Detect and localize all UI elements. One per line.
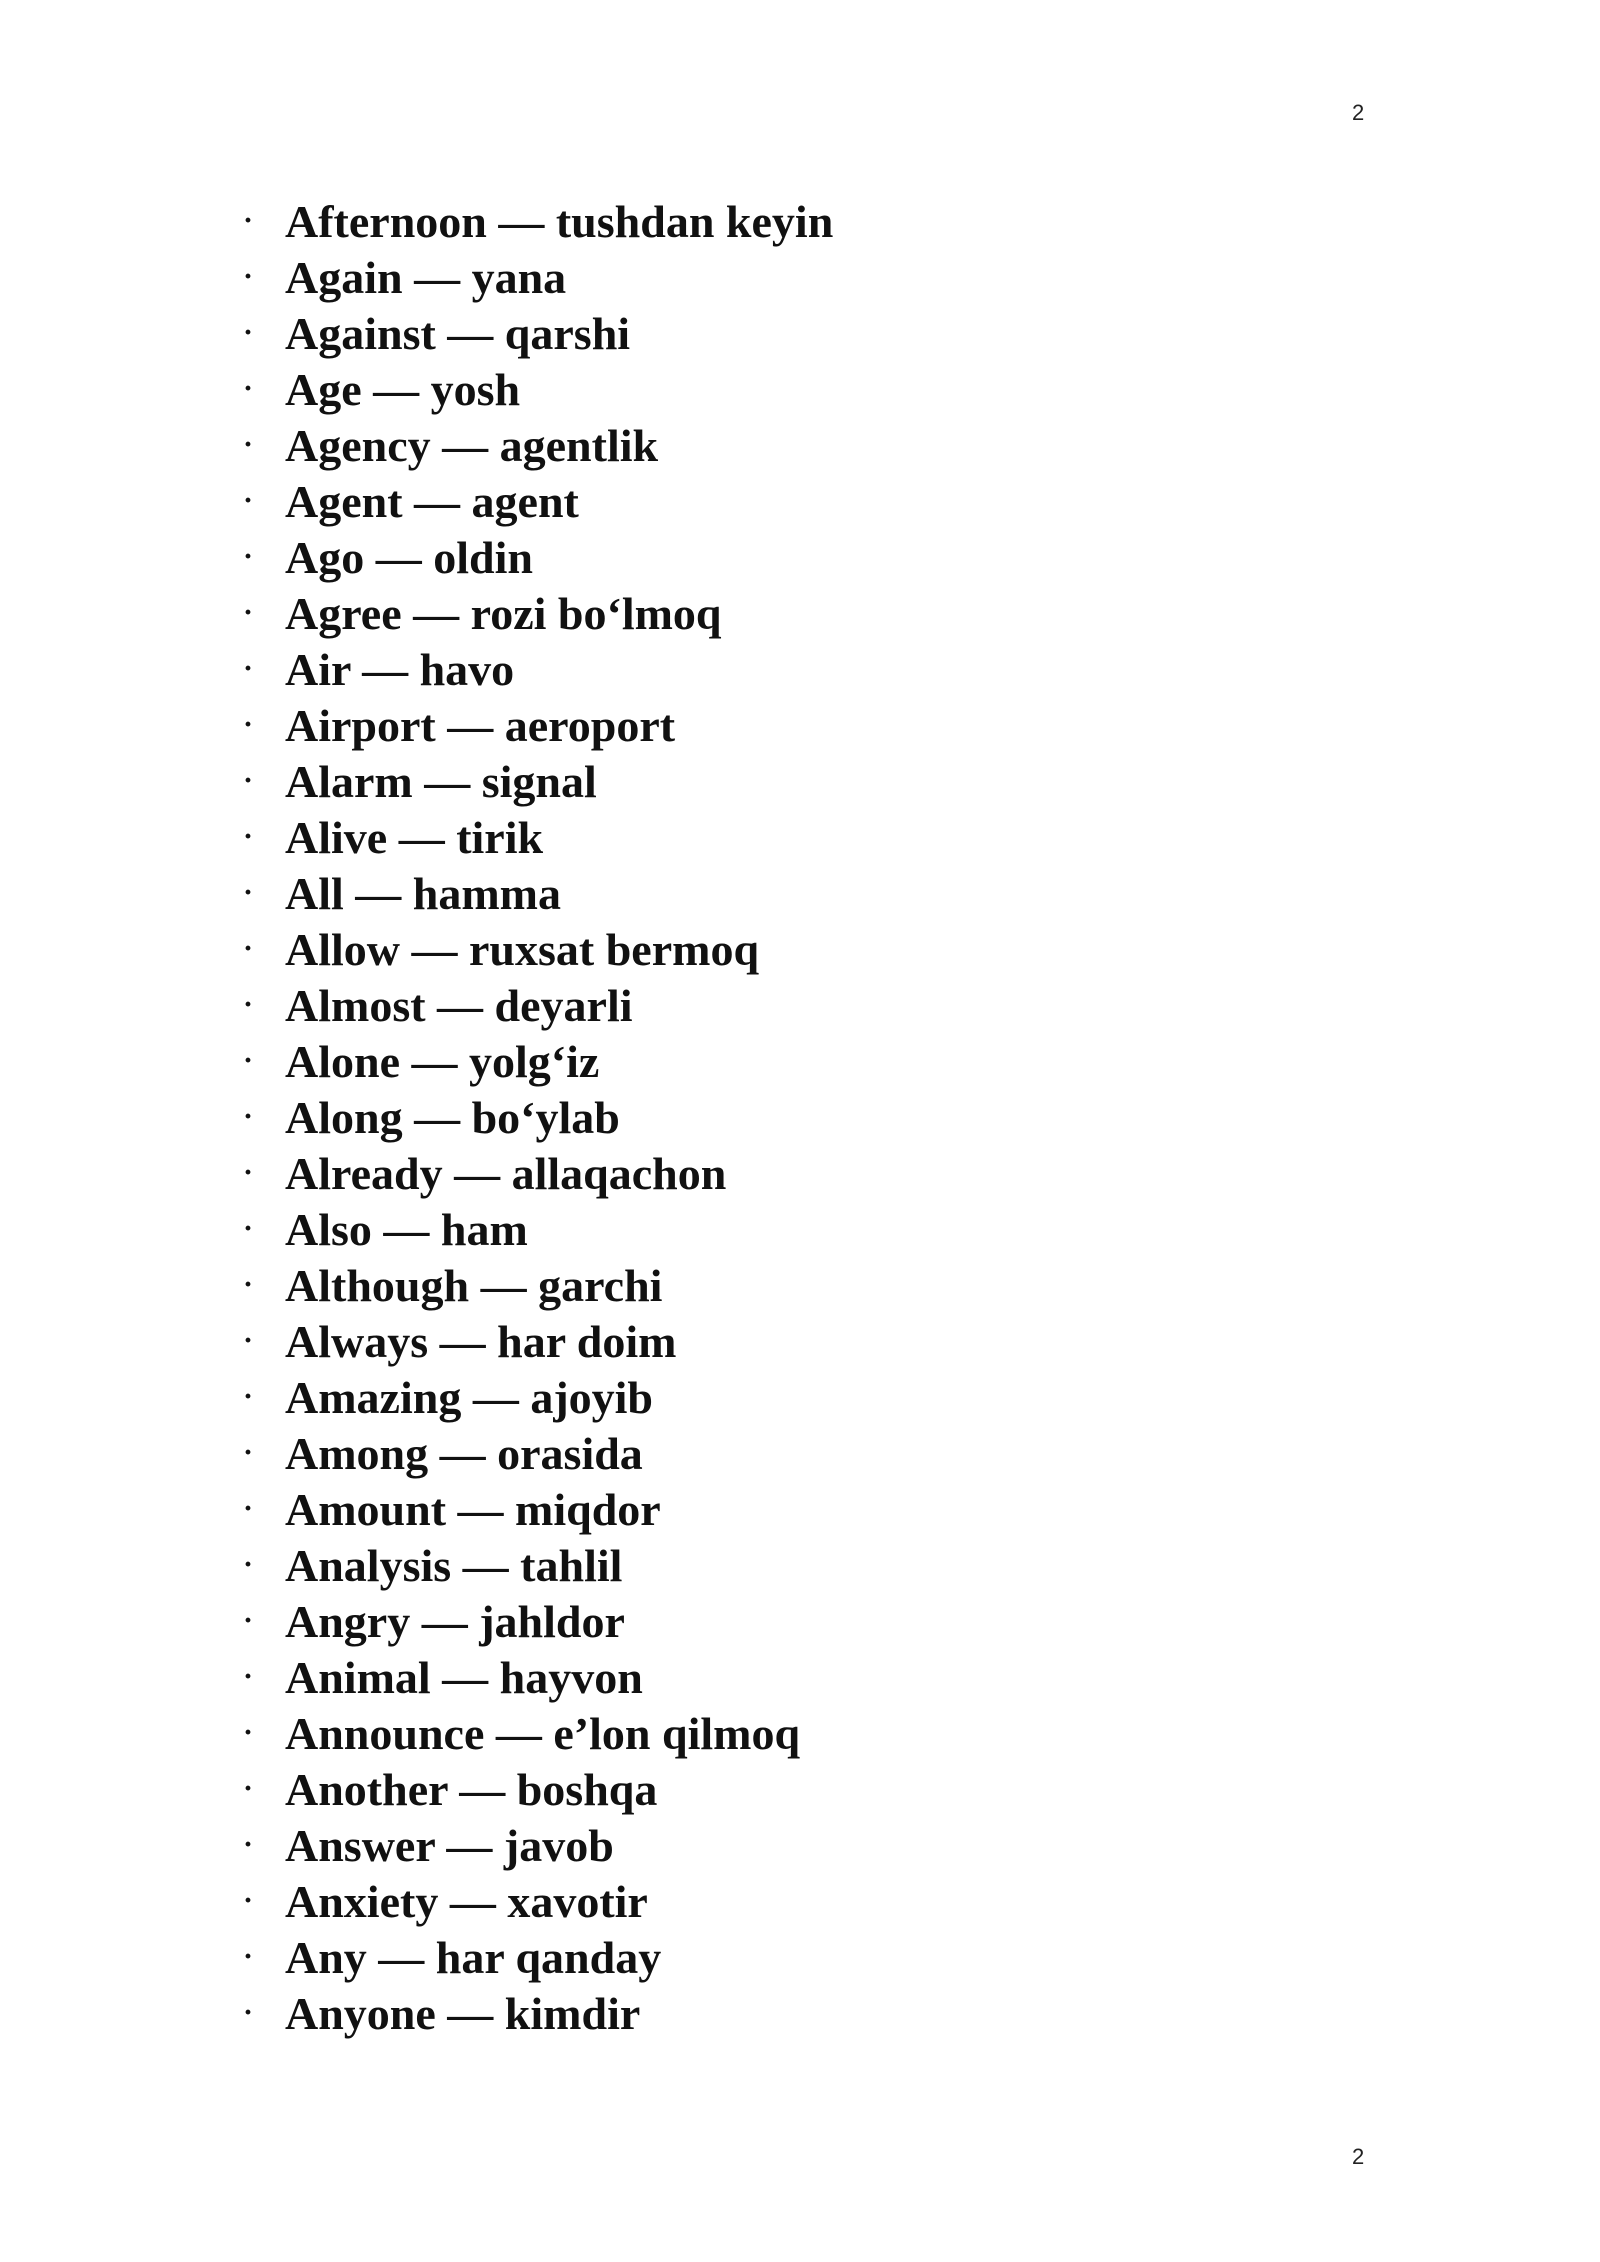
vocabulary-entry	[243, 641, 833, 697]
bullet-icon: ·	[243, 428, 254, 461]
entry-text: Amount — miqdor	[285, 1483, 661, 1535]
header-page-number: 2	[1352, 100, 1365, 125]
bullet-icon: ·	[243, 1100, 254, 1133]
entry-text: Another — boshqa	[285, 1763, 658, 1815]
entry-text: Again — yana	[285, 251, 567, 303]
vocabulary-entry	[243, 1649, 833, 1705]
vocabulary-entry	[243, 1033, 833, 1089]
entry-text: Anxiety — xavotir	[285, 1875, 648, 1927]
vocabulary-list	[243, 193, 833, 2041]
vocabulary-entry	[243, 529, 833, 585]
entry-text: Afternoon — tushdan keyin	[285, 195, 834, 247]
entry-text: Air — havo	[285, 643, 515, 695]
bullet-icon: ·	[243, 1996, 254, 2029]
entry-text: Answer — javob	[285, 1819, 614, 1871]
entry-text: Agency — agentlik	[285, 419, 659, 471]
vocabulary-entry	[243, 249, 833, 305]
bullet-icon: ·	[243, 932, 254, 965]
bullet-icon: ·	[243, 652, 254, 685]
vocabulary-entry	[243, 585, 833, 641]
vocabulary-entry	[243, 305, 833, 361]
entry-text: Airport — aeroport	[285, 699, 676, 751]
bullet-icon: ·	[243, 876, 254, 909]
bullet-icon: ·	[243, 1772, 254, 1805]
bullet-icon: ·	[243, 1548, 254, 1581]
entry-text: Always — har doim	[285, 1315, 677, 1367]
entry-text: Although — garchi	[285, 1259, 663, 1311]
vocabulary-entry	[243, 753, 833, 809]
vocabulary-entry	[243, 361, 833, 417]
vocabulary-entry	[243, 1089, 833, 1145]
vocabulary-entry	[243, 1873, 833, 1929]
vocabulary-entry	[243, 1985, 833, 2041]
vocabulary-entry	[243, 417, 833, 473]
vocabulary-entry	[243, 473, 833, 529]
vocabulary-entry	[243, 1257, 833, 1313]
entry-text: Any — har qanday	[285, 1931, 662, 1983]
vocabulary-entry	[243, 1145, 833, 1201]
entry-text: Analysis — tahlil	[285, 1539, 623, 1591]
bullet-icon: ·	[243, 540, 254, 573]
bullet-icon: ·	[243, 372, 254, 405]
entry-text: Allow — ruxsat bermoq	[285, 923, 760, 975]
bullet-icon: ·	[243, 1828, 254, 1861]
entry-text: Amazing — ajoyib	[285, 1371, 653, 1423]
bullet-icon: ·	[243, 1716, 254, 1749]
entry-text: Alive — tirik	[285, 811, 544, 863]
entry-text: Among — orasida	[285, 1427, 643, 1479]
bullet-icon: ·	[243, 820, 254, 853]
bullet-icon: ·	[243, 1604, 254, 1637]
vocabulary-entry	[243, 193, 833, 249]
vocabulary-entry	[243, 921, 833, 977]
bullet-icon: ·	[243, 1380, 254, 1413]
entry-text: Agree — rozi bo‘lmoq	[285, 587, 722, 639]
bullet-icon: ·	[243, 988, 254, 1021]
entry-text: Alarm — signal	[285, 755, 597, 807]
vocabulary-entry	[243, 1481, 833, 1537]
footer-page-number: 2	[1352, 2144, 1365, 2169]
entry-text: Against — qarshi	[285, 307, 631, 359]
bullet-icon: ·	[243, 316, 254, 349]
vocabulary-entry	[243, 1929, 833, 1985]
bullet-icon: ·	[243, 1156, 254, 1189]
entry-text: Anyone — kimdir	[285, 1987, 641, 2039]
vocabulary-entry	[243, 977, 833, 1033]
entry-text: All — hamma	[285, 867, 561, 919]
entry-text: Age — yosh	[285, 363, 521, 415]
vocabulary-entry	[243, 697, 833, 753]
bullet-icon: ·	[243, 1044, 254, 1077]
entry-text: Along — bo‘ylab	[285, 1091, 620, 1143]
bullet-icon: ·	[243, 1436, 254, 1469]
bullet-icon: ·	[243, 708, 254, 741]
vocabulary-entry	[243, 1817, 833, 1873]
entry-text: Animal — hayvon	[285, 1651, 643, 1703]
entry-text: Angry — jahldor	[285, 1595, 625, 1647]
vocabulary-entry	[243, 1425, 833, 1481]
bullet-icon: ·	[243, 484, 254, 517]
vocabulary-entry	[243, 1313, 833, 1369]
bullet-icon: ·	[243, 260, 254, 293]
bullet-icon: ·	[243, 1268, 254, 1301]
vocabulary-entry	[243, 1537, 833, 1593]
vocabulary-entry	[243, 1593, 833, 1649]
vocabulary-entry	[243, 1201, 833, 1257]
bullet-icon: ·	[243, 1212, 254, 1245]
vocabulary-entry	[243, 1761, 833, 1817]
bullet-icon: ·	[243, 1660, 254, 1693]
entry-text: Alone — yolg‘iz	[285, 1035, 600, 1087]
bullet-icon: ·	[243, 1492, 254, 1525]
bullet-icon: ·	[243, 1940, 254, 1973]
bullet-icon: ·	[243, 1884, 254, 1917]
bullet-icon: ·	[243, 204, 254, 237]
bullet-icon: ·	[243, 1324, 254, 1357]
entry-text: Almost — deyarli	[285, 979, 633, 1031]
vocabulary-entry	[243, 1369, 833, 1425]
entry-text: Also — ham	[285, 1203, 528, 1255]
vocabulary-entry	[243, 865, 833, 921]
entry-text: Agent — agent	[285, 475, 579, 527]
entry-text: Ago — oldin	[285, 531, 533, 583]
entry-text: Announce — e’lon qilmoq	[285, 1707, 801, 1759]
entry-text: Already — allaqachon	[285, 1147, 727, 1199]
vocabulary-entry	[243, 1705, 833, 1761]
bullet-icon: ·	[243, 764, 254, 797]
bullet-icon: ·	[243, 596, 254, 629]
vocabulary-entry	[243, 809, 833, 865]
